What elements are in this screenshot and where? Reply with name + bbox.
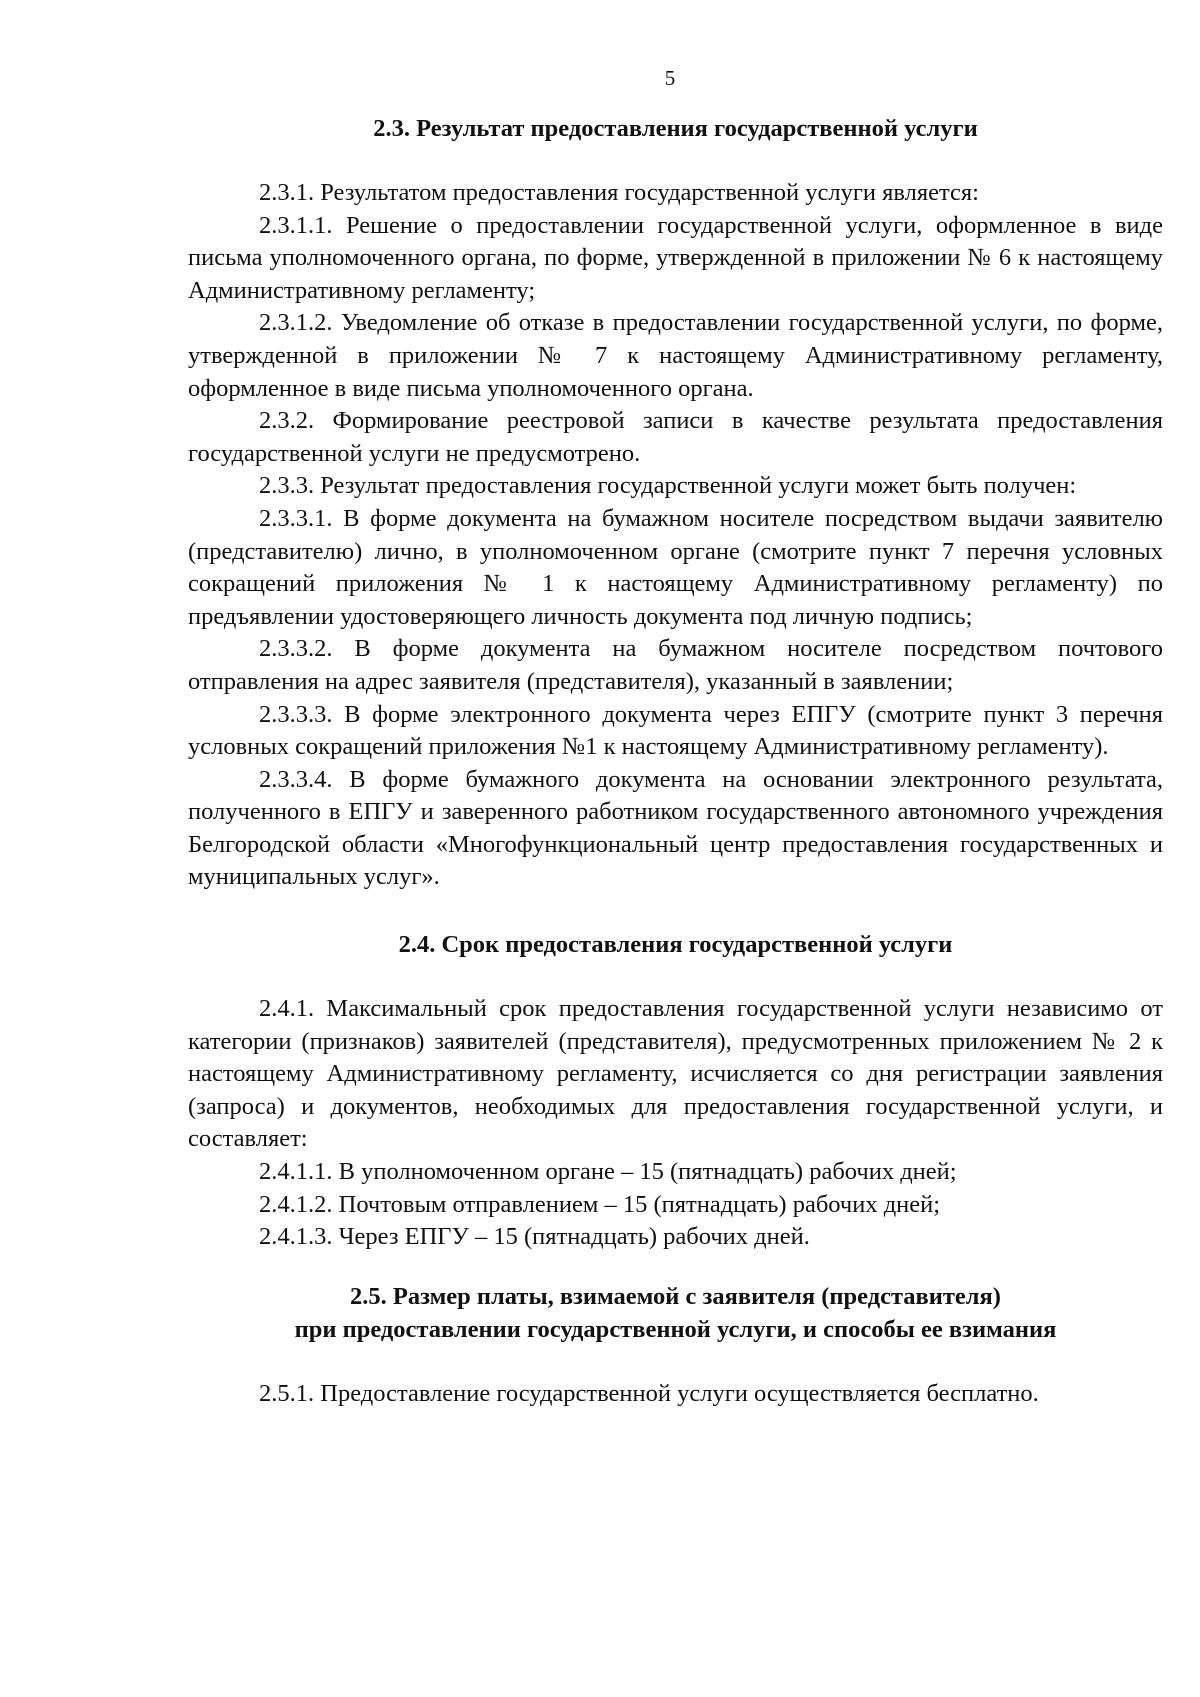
paragraph: 2.3.3.4. В форме бумажного документа на основании электронного результата, полученного в ЕПГУ и заверенного работником государственного автономного учреждения Белгородской области «Многофункциональный центр предоставления государственных и муниципальных услуг». (188, 765, 1163, 891)
section-heading-line-1: 2.5. Размер платы, взимаемой с заявителя (представителя) (350, 1282, 1001, 1310)
paragraph: 2.4.1. Максимальный срок предоставления государственной услуги независимо от категории (признаков) заявителей (представителя), предусмотренных приложением № 2 к настоящему Административному регламенту, исчисляется со дня регистрации заявления (запроса) и документов, необходимых для предоставления государственной услуги, и составляет: (188, 995, 1163, 1153)
paragraph: 2.3.1.2. Уведомление об отказе в предоставлении государственной услуги, по форме, утвержденной в приложении № 7 к настоящему Административному регламенту, оформленное в виде письма уполномоченного органа. (188, 309, 1163, 402)
section-heading-line-2: при предоставлении государственной услуги, и способы ее взимания (294, 1315, 1057, 1343)
section-heading: 2.4. Срок предоставления государственной услуги (398, 931, 953, 959)
paragraph: 2.4.1.2. Почтовым отправлением – 15 (пятнадцать) рабочих дней; (259, 1190, 941, 1218)
document-body (188, 112, 1163, 1410)
paragraph: 2.3.2. Формирование реестровой записи в качестве результата предоставления государственной услуги не предусмотрено. (188, 407, 1163, 467)
paragraph: 2.3.1.1. Решение о предоставлении государственной услуги, оформленное в виде письма уполномоченного органа, по форме, утвержденной в приложении № 6 к настоящему Административному регламенту; (188, 211, 1163, 304)
paragraph: 2.3.1. Результатом предоставления государственной услуги является: (259, 179, 979, 206)
paragraph: 2.3.3.1. В форме документа на бумажном носителе посредством выдачи заявителю (представителю) лично, в уполномоченном органе (смотрите пункт 7 перечня условных сокращений приложения № 1 к настоящему Административному регламенту) по предъявлении удостоверяющего личность документа под личную подпись; (188, 504, 1163, 630)
section-2-5 (188, 1280, 1163, 1411)
paragraph: 2.5.1. Предоставление государственной услуги осуществляется бесплатно. (259, 1379, 1039, 1407)
section-heading: 2.3. Результат предоставления государственной услуги (373, 115, 978, 142)
paragraph: 2.4.1.1. В уполномоченном органе – 15 (пятнадцать) рабочих дней; (259, 1158, 957, 1186)
section-2-4 (188, 928, 1163, 1254)
section-2-3 (188, 112, 1163, 894)
paragraph: 2.3.3. Результат предоставления государственной услуги может быть получен: (259, 472, 1077, 500)
paragraph: 2.4.1.3. Через ЕПГУ – 15 (пятнадцать) рабочих дней. (259, 1223, 810, 1251)
paragraph: 2.3.3.2. В форме документа на бумажном носителе посредством почтового отправления на адрес заявителя (представителя), указанный в заявлении; (188, 635, 1163, 695)
page-number: 5 (664, 66, 676, 90)
paragraph: 2.3.3.3. В форме электронного документа через ЕПГУ (смотрите пункт 3 перечня условных сокращений приложения №1 к настоящему Административному регламенту). (188, 700, 1163, 761)
